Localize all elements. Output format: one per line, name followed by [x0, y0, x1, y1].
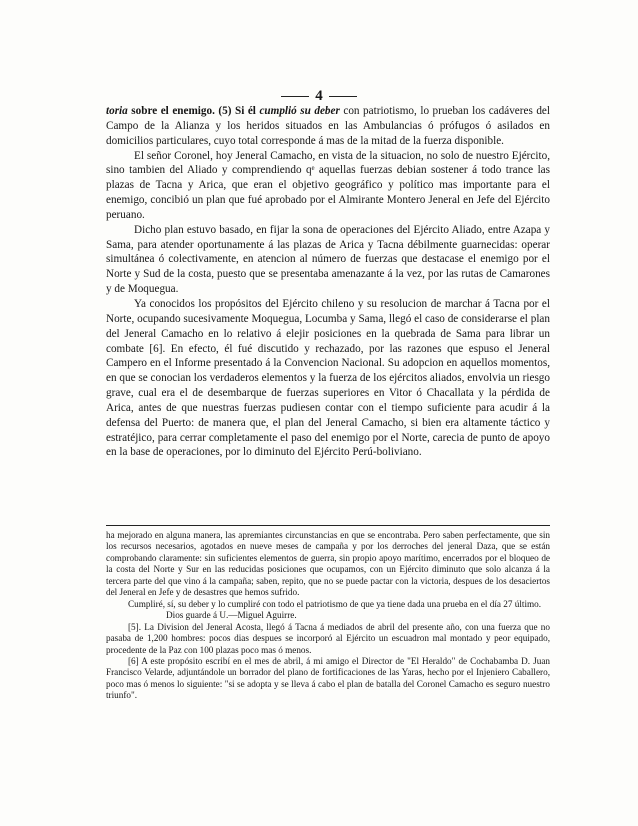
paragraph-continuation	[106, 104, 550, 149]
page-number-dash-left	[281, 96, 309, 97]
footnote-signature: Dios guarde á U.—Miguel Aguirre.	[166, 610, 297, 621]
footnote-paragraph: Cumpliré, sí, su deber y lo cumpliré con todo el patriotismo de que ya tiene dada una prueba en el día 27 último.	[128, 598, 542, 609]
main-text	[106, 104, 550, 460]
footnote-continuation: ha mejorado en alguna manera, las apremiantes circunstancias en que se encontraba. Pero saben perfectamente, que sin los recursos necesarios, agotados en nueve meses de campaña y por los derroches del jeneral Daza, que se están comprobando claramente: sin suficientes elementos de guerra, sin propio apoyo marítimo, encerrados por el bloqueo de la costa del Norte y Sur en las reducidas posiciones que ocupamos, con un Ejército diminuto que solo alcanza á la tercera parte del que vino á la campaña; saben, repito, que no se puede pactar con la victoria, despues de los desaciertos del Jeneral en Jefe y de desastres que hemos sufrido.	[106, 530, 550, 598]
bold-run: sobre el enemigo. (5) Si él	[127, 105, 260, 117]
italic-word: toria	[106, 105, 128, 117]
footnote-divider	[106, 525, 550, 526]
paragraph: Dicho plan estuvo basado, en fijar la sona de operaciones del Ejército Aliado, entre Azapa y Sama, para atender oportunamente á las plazas de Arica y Tacna débilmente guarnecidas: operar simultánea ó colectivamente, en atencion al número de fuerzas que destacase el enemigo por el Norte y Sud de la costa, puesto que se presentaba amenazante á la vez, por las rutas de Camarones y de Moquegua.	[106, 223, 550, 296]
paragraph: El señor Coronel, hoy Jeneral Camacho, en vista de la situacion, no solo de nuestro Ejército, sino tambien del Aliado y comprendiendo qᵉ aquellas fuerzas debian sostener á todo trance las plazas de Tacna y Arica, que eran el objetivo geográfico y político mas importante para el enemigo, concibió un plan que fué aprobado por el Almirante Montero Jeneral en Jefe del Ejército peruano.	[106, 149, 550, 221]
footnote-6: [6] A este propósito escribí en el mes de abril, á mi amigo el Director de "El Heraldo" de Cochabamba D. Juan Francisco Velarde, adjuntándole un borrador del plano de fortificaciones de las Yaras, hecho por el Injeniero Caballero, poco mas ó menos lo siguiente: "si se adopta y se lleva á cabo el plan de batalla del Coronel Camacho es seguro nuestro triunfo".	[106, 655, 550, 701]
footnotes	[106, 530, 550, 702]
footnote-5: [5]. La Division del Jeneral Acosta, llegó á Tacna á mediados de abril del presente año, con una fuerza que no pasaba de 1,200 hombres: pocos dias despues se incorporó al Ejército un escuadron mal montado y peor equipado, procedente de la Paz con 100 plazas poco mas ó menos.	[106, 621, 550, 655]
page-number-dash-right	[329, 96, 357, 97]
paragraph-text: con patriotismo, lo prueban los cadáveres del Campo de la Alianza y los heridos situados en las Ambulancias ó prófugos ó asilados en domicilios particulares, cuyo total corresponde á mas de la mitad de la fuerza disponible.	[106, 105, 550, 147]
italic-phrase: cumplió su deber	[259, 105, 340, 117]
page-number	[0, 88, 638, 105]
page-number-value: 4	[315, 88, 323, 104]
paragraph: Ya conocidos los propósitos del Ejército chileno y su resolucion de marchar á Tacna por el Norte, ocupando sucesivamente Moquegua, Locumba y Sama, llegó el caso de considerarse el plan del Jeneral Camacho en lo relativo á elejir posiciones en la quebrada de Sama para librar un combate [6]. En efecto, él fué discutido y rechazado, por las razones que espuso el Jeneral Campero en el Informe presentado á la Convencion Nacional. Su adopcion en aquellos momentos, en que se conocian los verdaderos elementos y la fuerza de los ejércitos aliados, envolvia un riesgo grave, cual era el de desembarque de fuerzas superiores en Vitor ó Chacallata y la pérdida de Arica, antes de que nuestras fuerzas pudiesen contar con el tiempo suficiente para acudir á la defensa del Puerto: de manera que, el plan del Jeneral Camacho, si bien era altamente táctico y estratéjico, para cerrar completamente el paso del enemigo por el Norte, carecia de punto de apoyo en la base de operaciones, por lo diminuto del Ejército Perú-boliviano.	[106, 297, 550, 459]
